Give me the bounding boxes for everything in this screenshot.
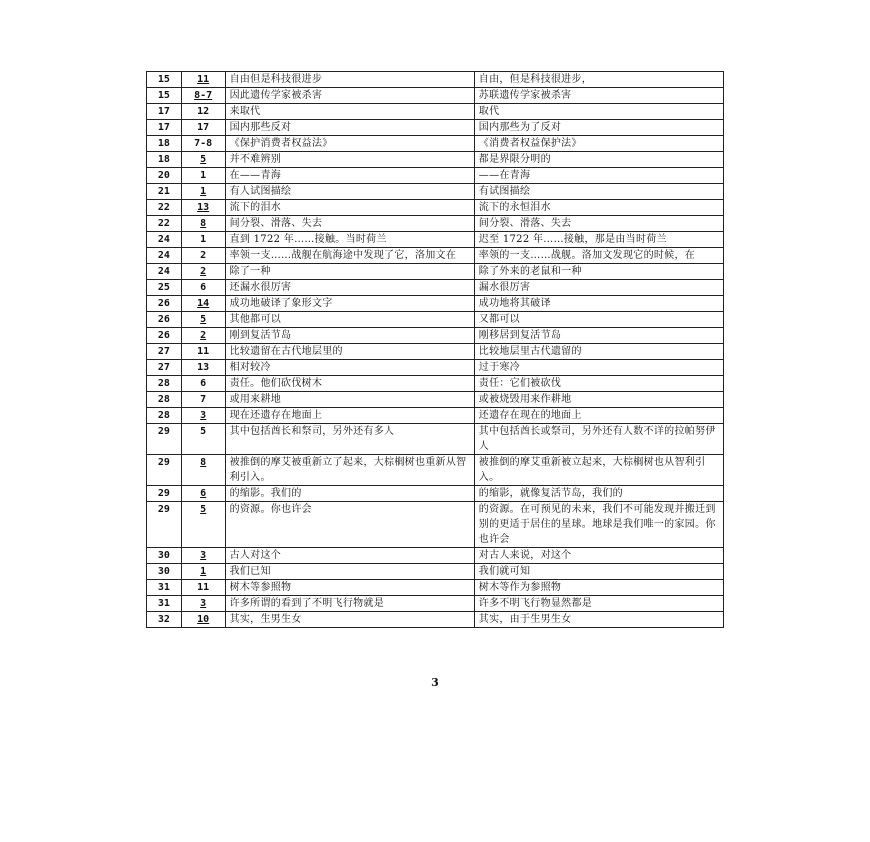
- page-cell: 28: [147, 376, 182, 392]
- original-text-cell: 我们已知: [225, 564, 474, 580]
- line-number: 8-7: [194, 90, 213, 101]
- line-number: 13: [197, 202, 210, 213]
- page-number: 3: [431, 676, 439, 689]
- original-text-cell: 古人对这个: [225, 548, 474, 564]
- line-cell: [181, 328, 225, 344]
- line-number: 12: [197, 106, 210, 117]
- line-number: 7-8: [194, 138, 213, 149]
- corrected-text-cell: 被推倒的摩艾重新被立起来，大棕榈树也从智利引入。: [474, 455, 723, 486]
- line-number: 8: [200, 218, 207, 229]
- page-cell: 28: [147, 408, 182, 424]
- line-cell: [181, 152, 225, 168]
- line-cell: [181, 360, 225, 376]
- table-row: [147, 328, 724, 344]
- page-cell: 27: [147, 360, 182, 376]
- page-cell: 31: [147, 596, 182, 612]
- original-text-cell: 树木等参照物: [225, 580, 474, 596]
- table-row: [147, 376, 724, 392]
- corrected-text-cell: 取代: [474, 104, 723, 120]
- table-row: [147, 486, 724, 502]
- line-cell: [181, 200, 225, 216]
- line-cell: [181, 312, 225, 328]
- table-row: [147, 120, 724, 136]
- original-text-cell: 刚到复活节岛: [225, 328, 474, 344]
- page-cell: 17: [147, 104, 182, 120]
- corrected-text-cell: ——在青海: [474, 168, 723, 184]
- line-number: 5: [200, 154, 207, 165]
- table-row: [147, 248, 724, 264]
- corrected-text-cell: 都是界限分明的: [474, 152, 723, 168]
- page-cell: 24: [147, 232, 182, 248]
- original-text-cell: 其他都可以: [225, 312, 474, 328]
- corrected-text-cell: 的缩影，就像复活节岛，我们的: [474, 486, 723, 502]
- original-text-cell: 直到 1722 年……接触。当时荷兰: [225, 232, 474, 248]
- corrected-text-cell: 责任：它们被砍伐: [474, 376, 723, 392]
- line-number: 5: [200, 504, 207, 515]
- corrected-text-cell: 还遗存在现在的地面上: [474, 408, 723, 424]
- table-row: [147, 152, 724, 168]
- line-cell: [181, 104, 225, 120]
- page-cell: 22: [147, 200, 182, 216]
- line-number: 6: [200, 378, 207, 389]
- table-row: [147, 580, 724, 596]
- corrected-text-cell: 又都可以: [474, 312, 723, 328]
- line-number: 11: [197, 74, 210, 85]
- page-cell: 32: [147, 612, 182, 628]
- page-cell: 22: [147, 216, 182, 232]
- line-cell: [181, 486, 225, 502]
- line-cell: [181, 344, 225, 360]
- original-text-cell: 在——青海: [225, 168, 474, 184]
- page-cell: 18: [147, 152, 182, 168]
- table-row: [147, 184, 724, 200]
- original-text-cell: 还漏水很厉害: [225, 280, 474, 296]
- corrected-text-cell: 成功地将其破译: [474, 296, 723, 312]
- line-cell: [181, 168, 225, 184]
- line-number: 17: [197, 122, 210, 133]
- line-cell: [181, 216, 225, 232]
- original-text-cell: 被推倒的摩艾被重新立了起来，大棕榈树也重新从智利引入。: [225, 455, 474, 486]
- line-number: 1: [200, 566, 207, 577]
- original-text-cell: 相对较冷: [225, 360, 474, 376]
- line-number: 1: [200, 186, 207, 197]
- corrected-text-cell: 的资源。在可预见的未来，我们不可能发现并搬迁到别的更适于居住的星球。地球是我们唯一的家园。你也许会: [474, 502, 723, 548]
- page-cell: 29: [147, 486, 182, 502]
- original-text-cell: 来取代: [225, 104, 474, 120]
- page-cell: 31: [147, 580, 182, 596]
- table-row: [147, 136, 724, 152]
- original-text-cell: 或用来耕地: [225, 392, 474, 408]
- page-cell: 17: [147, 120, 182, 136]
- line-number: 5: [200, 314, 207, 325]
- corrected-text-cell: 流下的永恒泪水: [474, 200, 723, 216]
- page-cell: 20: [147, 168, 182, 184]
- errata-body: [147, 72, 724, 628]
- page-cell: 29: [147, 455, 182, 486]
- line-cell: [181, 392, 225, 408]
- table-row: [147, 216, 724, 232]
- line-number: 3: [200, 410, 207, 421]
- corrected-text-cell: 除了外来的老鼠和一种: [474, 264, 723, 280]
- table-row: [147, 264, 724, 280]
- page-cell: 24: [147, 264, 182, 280]
- page-cell: 15: [147, 88, 182, 104]
- original-text-cell: 责任。他们砍伐树木: [225, 376, 474, 392]
- line-cell: [181, 184, 225, 200]
- page-cell: 25: [147, 280, 182, 296]
- table-row: [147, 612, 724, 628]
- corrected-text-cell: 国内那些为了反对: [474, 120, 723, 136]
- line-number: 7: [200, 394, 207, 405]
- line-cell: [181, 280, 225, 296]
- corrected-text-cell: 或被烧毁用来作耕地: [474, 392, 723, 408]
- corrected-text-cell: 苏联遗传学家被杀害: [474, 88, 723, 104]
- line-cell: [181, 376, 225, 392]
- table-row: [147, 104, 724, 120]
- page-cell: 24: [147, 248, 182, 264]
- table-row: [147, 564, 724, 580]
- corrected-text-cell: 其实，由于生男生女: [474, 612, 723, 628]
- line-number: 8: [200, 457, 207, 468]
- table-row: [147, 502, 724, 548]
- line-cell: [181, 72, 225, 88]
- line-cell: [181, 120, 225, 136]
- page-cell: 30: [147, 548, 182, 564]
- page-cell: 30: [147, 564, 182, 580]
- line-cell: [181, 296, 225, 312]
- original-text-cell: 流下的泪水: [225, 200, 474, 216]
- corrected-text-cell: 漏水很厉害: [474, 280, 723, 296]
- table-row: [147, 424, 724, 455]
- table-row: [147, 280, 724, 296]
- page-cell: 21: [147, 184, 182, 200]
- page-cell: 26: [147, 312, 182, 328]
- corrected-text-cell: 对古人来说，对这个: [474, 548, 723, 564]
- original-text-cell: 率领一支……战舰在航海途中发现了它，洛加文在: [225, 248, 474, 264]
- corrected-text-cell: 刚移居到复活节岛: [474, 328, 723, 344]
- line-number: 11: [197, 346, 210, 357]
- line-cell: [181, 502, 225, 548]
- original-text-cell: 间分裂、滑落、失去: [225, 216, 474, 232]
- original-text-cell: 比较遗留在古代地层里的: [225, 344, 474, 360]
- line-cell: [181, 580, 225, 596]
- table-row: [147, 392, 724, 408]
- line-number: 5: [200, 426, 207, 437]
- line-number: 6: [200, 488, 207, 499]
- original-text-cell: 许多所谓的看到了不明飞行物就是: [225, 596, 474, 612]
- corrected-text-cell: 自由，但是科技很进步，: [474, 72, 723, 88]
- original-text-cell: 其实，生男生女: [225, 612, 474, 628]
- table-row: [147, 344, 724, 360]
- table-row: [147, 232, 724, 248]
- page-cell: 15: [147, 72, 182, 88]
- page-cell: 28: [147, 392, 182, 408]
- original-text-cell: 自由但是科技很进步: [225, 72, 474, 88]
- table-row: [147, 360, 724, 376]
- corrected-text-cell: 间分裂、滑落、失去: [474, 216, 723, 232]
- original-text-cell: 除了一种: [225, 264, 474, 280]
- corrected-text-cell: 有试图描绘: [474, 184, 723, 200]
- corrected-text-cell: 《消费者权益保护法》: [474, 136, 723, 152]
- original-text-cell: 《保护消费者权益法》: [225, 136, 474, 152]
- line-cell: [181, 232, 225, 248]
- corrected-text-cell: 率领的一支……战舰。洛加文发现它的时候，在: [474, 248, 723, 264]
- page-cell: 29: [147, 424, 182, 455]
- table-row: [147, 548, 724, 564]
- line-number: 3: [200, 550, 207, 561]
- original-text-cell: 因此遗传学家被杀害: [225, 88, 474, 104]
- original-text-cell: 有人试图描绘: [225, 184, 474, 200]
- line-cell: [181, 455, 225, 486]
- table-row: [147, 596, 724, 612]
- original-text-cell: 其中包括酋长和祭司，另外还有多人: [225, 424, 474, 455]
- line-number: 2: [200, 250, 207, 261]
- table-row: [147, 408, 724, 424]
- line-cell: [181, 548, 225, 564]
- corrected-text-cell: 我们就可知: [474, 564, 723, 580]
- corrected-text-cell: 迟至 1722 年……接触，那是由当时荷兰: [474, 232, 723, 248]
- line-cell: [181, 408, 225, 424]
- line-number: 2: [200, 330, 207, 341]
- page-cell: 18: [147, 136, 182, 152]
- line-cell: [181, 248, 225, 264]
- corrected-text-cell: 其中包括酋长或祭司，另外还有人数不详的拉帕努伊人: [474, 424, 723, 455]
- line-number: 1: [200, 170, 207, 181]
- corrected-text-cell: 树木等作为参照物: [474, 580, 723, 596]
- original-text-cell: 国内那些反对: [225, 120, 474, 136]
- table-row: [147, 168, 724, 184]
- table-row: [147, 312, 724, 328]
- corrected-text-cell: 许多不明飞行物显然都是: [474, 596, 723, 612]
- line-cell: [181, 612, 225, 628]
- line-number: 10: [197, 614, 210, 625]
- line-cell: [181, 596, 225, 612]
- page-cell: 27: [147, 344, 182, 360]
- corrected-text-cell: 过于寒冷: [474, 360, 723, 376]
- page-cell: 26: [147, 296, 182, 312]
- original-text-cell: 现在还遗存在地面上: [225, 408, 474, 424]
- line-number: 2: [200, 266, 207, 277]
- line-number: 1: [200, 234, 207, 245]
- line-cell: [181, 264, 225, 280]
- original-text-cell: 成功地破译了象形文字: [225, 296, 474, 312]
- line-number: 3: [200, 598, 207, 609]
- table-row: [147, 455, 724, 486]
- line-number: 13: [197, 362, 210, 373]
- table-row: [147, 296, 724, 312]
- corrected-text-cell: 比较地层里古代遗留的: [474, 344, 723, 360]
- line-cell: [181, 136, 225, 152]
- original-text-cell: 的资源。你也许会: [225, 502, 474, 548]
- original-text-cell: 的缩影。我们的: [225, 486, 474, 502]
- line-cell: [181, 424, 225, 455]
- line-number: 6: [200, 282, 207, 293]
- line-number: 11: [197, 582, 210, 593]
- line-cell: [181, 564, 225, 580]
- table-row: [147, 72, 724, 88]
- original-text-cell: 并不难辨别: [225, 152, 474, 168]
- page-cell: 26: [147, 328, 182, 344]
- page-cell: 29: [147, 502, 182, 548]
- table-row: [147, 200, 724, 216]
- errata-table: [146, 71, 724, 628]
- line-number: 14: [197, 298, 210, 309]
- table-row: [147, 88, 724, 104]
- line-cell: [181, 88, 225, 104]
